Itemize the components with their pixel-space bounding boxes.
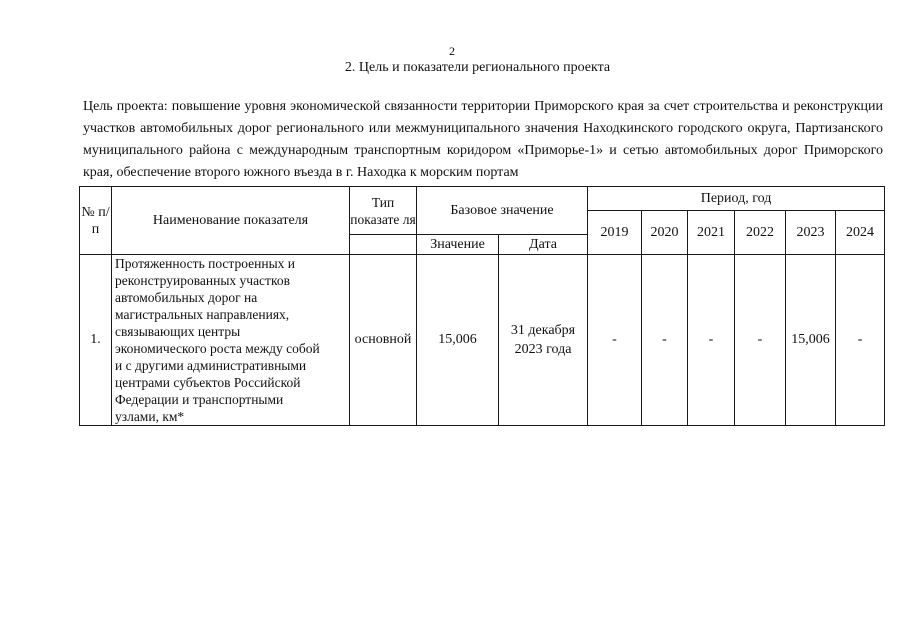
header-year-2021: 2021 bbox=[688, 211, 735, 255]
header-year-2022: 2022 bbox=[735, 211, 786, 255]
indicator-name-line: магистральных направлениях, bbox=[115, 307, 290, 322]
indicator-name-line: экономического роста между собой bbox=[115, 341, 320, 356]
indicator-name-line: и с другими административными bbox=[115, 358, 307, 373]
table-row bbox=[80, 255, 885, 426]
row-value-2024: - bbox=[836, 255, 885, 426]
header-year-2023: 2023 bbox=[786, 211, 836, 255]
indicator-name-line: связывающих центры bbox=[115, 324, 241, 339]
row-indicator-name bbox=[112, 255, 350, 426]
header-indicator-type: Тип показате ля bbox=[350, 187, 417, 235]
header-base-value-value: Значение bbox=[417, 235, 499, 255]
header-base-value: Базовое значение bbox=[417, 187, 588, 235]
row-value-2020: - bbox=[642, 255, 688, 426]
header-indicator-name: Наименование показателя bbox=[112, 187, 350, 255]
header-period: Период, год bbox=[588, 187, 885, 211]
indicator-name-line: центрами субъектов Российской bbox=[115, 375, 301, 390]
indicator-name-line: узлами, км* bbox=[115, 409, 185, 424]
page-number: 2 bbox=[449, 44, 455, 58]
header-number: № п/п bbox=[80, 187, 112, 255]
header-base-value-date: Дата bbox=[499, 235, 588, 255]
indicators-table bbox=[79, 186, 885, 426]
indicator-name-line: реконструированных участков bbox=[115, 273, 290, 288]
header-year-2024: 2024 bbox=[836, 211, 885, 255]
indicator-name-line: Протяженность построенных и bbox=[115, 256, 295, 271]
indicator-name-line: Федерации и транспортными bbox=[115, 392, 284, 407]
row-indicator-type: основной bbox=[350, 255, 417, 426]
row-value-2019: - bbox=[588, 255, 642, 426]
row-value-2023: 15,006 bbox=[786, 255, 836, 426]
indicator-name-line: автомобильных дорог на bbox=[115, 290, 258, 305]
section-title: 2. Цель и показатели регионального проекта bbox=[344, 60, 611, 75]
header-indicator-type-suffix bbox=[350, 235, 417, 255]
project-goal-text: Цель проекта: повышение уровня экономической связанности территории Приморского края за счет строительства и реконструкции участков автомобильных дорог регионального или межмуниципального значения Находкинского городского округа, Партизанского муниципального района с международным транспортным коридором «Приморье-1» и сетью автомобильных дорог Приморского края, обеспечение второго южного въезда в г. Находка к морским портам bbox=[83, 99, 883, 180]
row-value-2022: - bbox=[735, 255, 786, 426]
row-base-date: 31 декабря 2023 года bbox=[499, 255, 588, 426]
row-value-2021: - bbox=[688, 255, 735, 426]
header-year-2020: 2020 bbox=[642, 211, 688, 255]
row-base-value: 15,006 bbox=[417, 255, 499, 426]
row-number: 1. bbox=[80, 255, 112, 426]
header-year-2019: 2019 bbox=[588, 211, 642, 255]
